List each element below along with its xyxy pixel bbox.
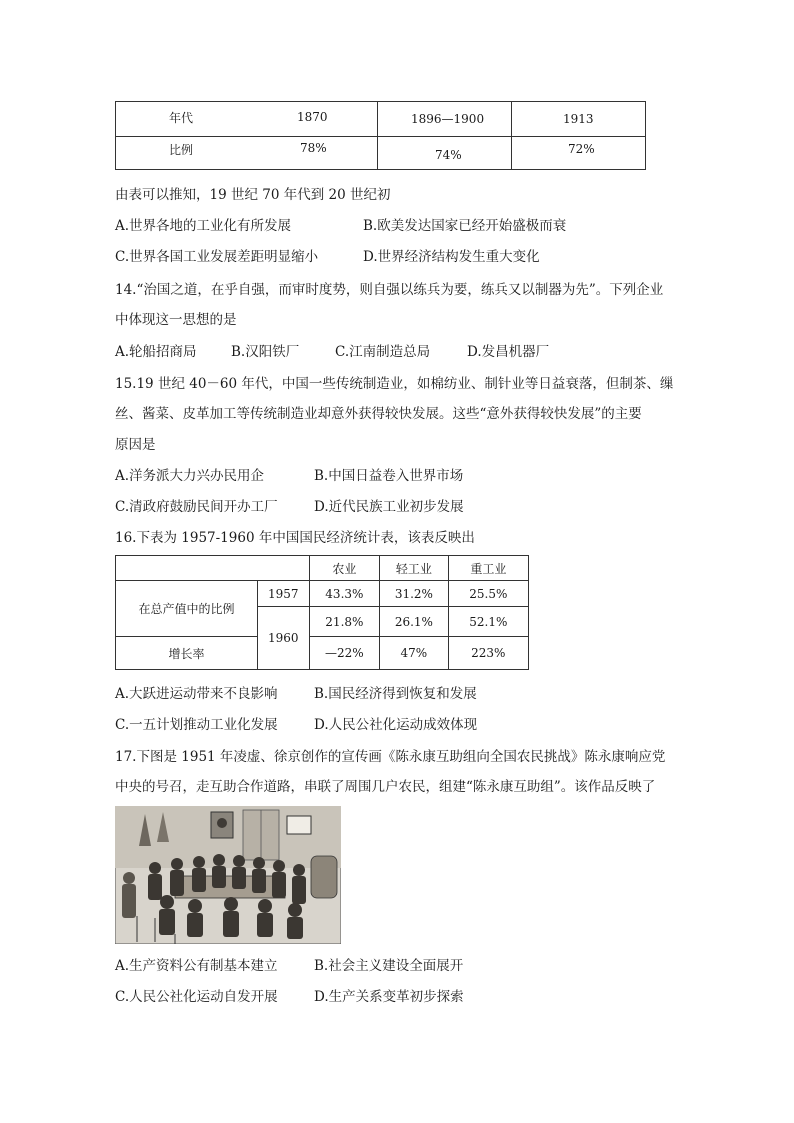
row-header-year: 年代: [169, 111, 194, 125]
q16-option-c[interactable]: C.一五计划推动工业化发展: [115, 717, 278, 733]
table-cell: 21.8%: [309, 607, 380, 637]
table-cell: 47%: [380, 637, 449, 670]
table-cell: —22%: [309, 637, 380, 670]
table-cell: 43.3%: [309, 581, 380, 607]
table-cell: 25.5%: [448, 581, 528, 607]
q15-option-b[interactable]: B.中国日益卷入世界市场: [314, 468, 464, 484]
q17-option-c[interactable]: C.人民公社化运动自发开展: [115, 989, 278, 1005]
header-agriculture: 农业: [309, 556, 380, 581]
q17-option-a[interactable]: A.生产资料公有制基本建立: [115, 958, 278, 974]
ratio-1896-1900: 74%: [435, 148, 462, 162]
year-1957: 1957: [257, 581, 309, 607]
table-cell: 31.2%: [380, 581, 449, 607]
q13-stem: 由表可以推知，19 世纪 70 年代到 20 世纪初: [115, 187, 391, 203]
q13-option-a[interactable]: A.世界各地的工业化有所发展: [115, 218, 292, 234]
q13-option-b[interactable]: B.欧美发达国家已经开始盛极而衰: [363, 218, 567, 234]
q14-option-d[interactable]: D.发昌机器厂: [467, 344, 550, 360]
q14-option-a[interactable]: A.轮船招商局: [115, 344, 197, 360]
year-1870: 1870: [297, 110, 328, 124]
q17-option-b[interactable]: B.社会主义建设全面展开: [314, 958, 464, 974]
q16-option-d[interactable]: D.人民公社化运动成效体现: [314, 717, 478, 733]
propaganda-painting: [115, 806, 341, 944]
q17-option-d[interactable]: D.生产关系变革初步探索: [314, 989, 464, 1005]
q13-option-d[interactable]: D.世界经济结构发生重大变化: [363, 249, 540, 265]
q15-option-a[interactable]: A.洋务派大力兴办民用企: [115, 468, 265, 484]
q16-option-b[interactable]: B.国民经济得到恢复和发展: [314, 686, 477, 702]
year-1960: 1960: [257, 607, 309, 670]
table-cell: 26.1%: [380, 607, 449, 637]
economy-table: [115, 555, 529, 670]
q15-option-d[interactable]: D.近代民族工业初步发展: [314, 499, 464, 515]
table-cell: [115, 136, 378, 170]
ratio-table: [115, 101, 646, 170]
q14-stem-line1: 14.“治国之道，在乎自强，而审时度势，则自强以练兵为要，练兵又以制器为先”。下列企业: [115, 282, 664, 298]
q15-stem-line2: 丝、酱菜、皮革加工等传统制造业却意外获得较快发展。这些“意外获得较快发展”的主要: [115, 406, 642, 422]
label-growth: 增长率: [116, 637, 258, 670]
table-cell: 52.1%: [448, 607, 528, 637]
table-cell: 223%: [448, 637, 528, 670]
table-cell: [115, 101, 378, 137]
row-header-ratio: 比例: [169, 143, 194, 157]
q16-option-a[interactable]: A.大跃进运动带来不良影响: [115, 686, 278, 702]
ratio-1870: 78%: [300, 141, 327, 155]
header-light-industry: 轻工业: [380, 556, 449, 581]
year-1913: 1913: [563, 112, 594, 126]
q15-option-c[interactable]: C.清政府鼓励民间开办工厂: [115, 499, 278, 515]
q14-stem-line2: 中体现这一思想的是: [115, 312, 237, 328]
q15-stem-line3: 原因是: [115, 437, 156, 453]
q14-option-c[interactable]: C.江南制造总局: [335, 344, 431, 360]
ratio-1913: 72%: [568, 142, 595, 156]
q16-stem: 16.下表为 1957-1960 年中国国民经济统计表，该表反映出: [115, 530, 475, 546]
q15-stem-line1: 15.19 世纪 40－60 年代，中国一些传统制造业，如棉纺业、制针业等日益衰落，但制茶、缫: [115, 376, 674, 392]
table-corner-cell: [116, 556, 310, 581]
label-share: 在总产值中的比例: [116, 581, 258, 637]
q17-stem-line2: 中央的号召，走互助合作道路，串联了周围几户农民，组建“陈永康互助组”。该作品反映了: [115, 779, 656, 795]
q14-option-b[interactable]: B.汉阳铁厂: [231, 344, 300, 360]
header-heavy-industry: 重工业: [448, 556, 528, 581]
q13-option-c[interactable]: C.世界各国工业发展差距明显缩小: [115, 249, 319, 265]
year-1896-1900: 1896—1900: [411, 112, 485, 126]
q17-stem-line1: 17.下图是 1951 年凌虚、徐京创作的宣传画《陈永康互助组向全国农民挑战》陈永康响应党: [115, 749, 666, 765]
